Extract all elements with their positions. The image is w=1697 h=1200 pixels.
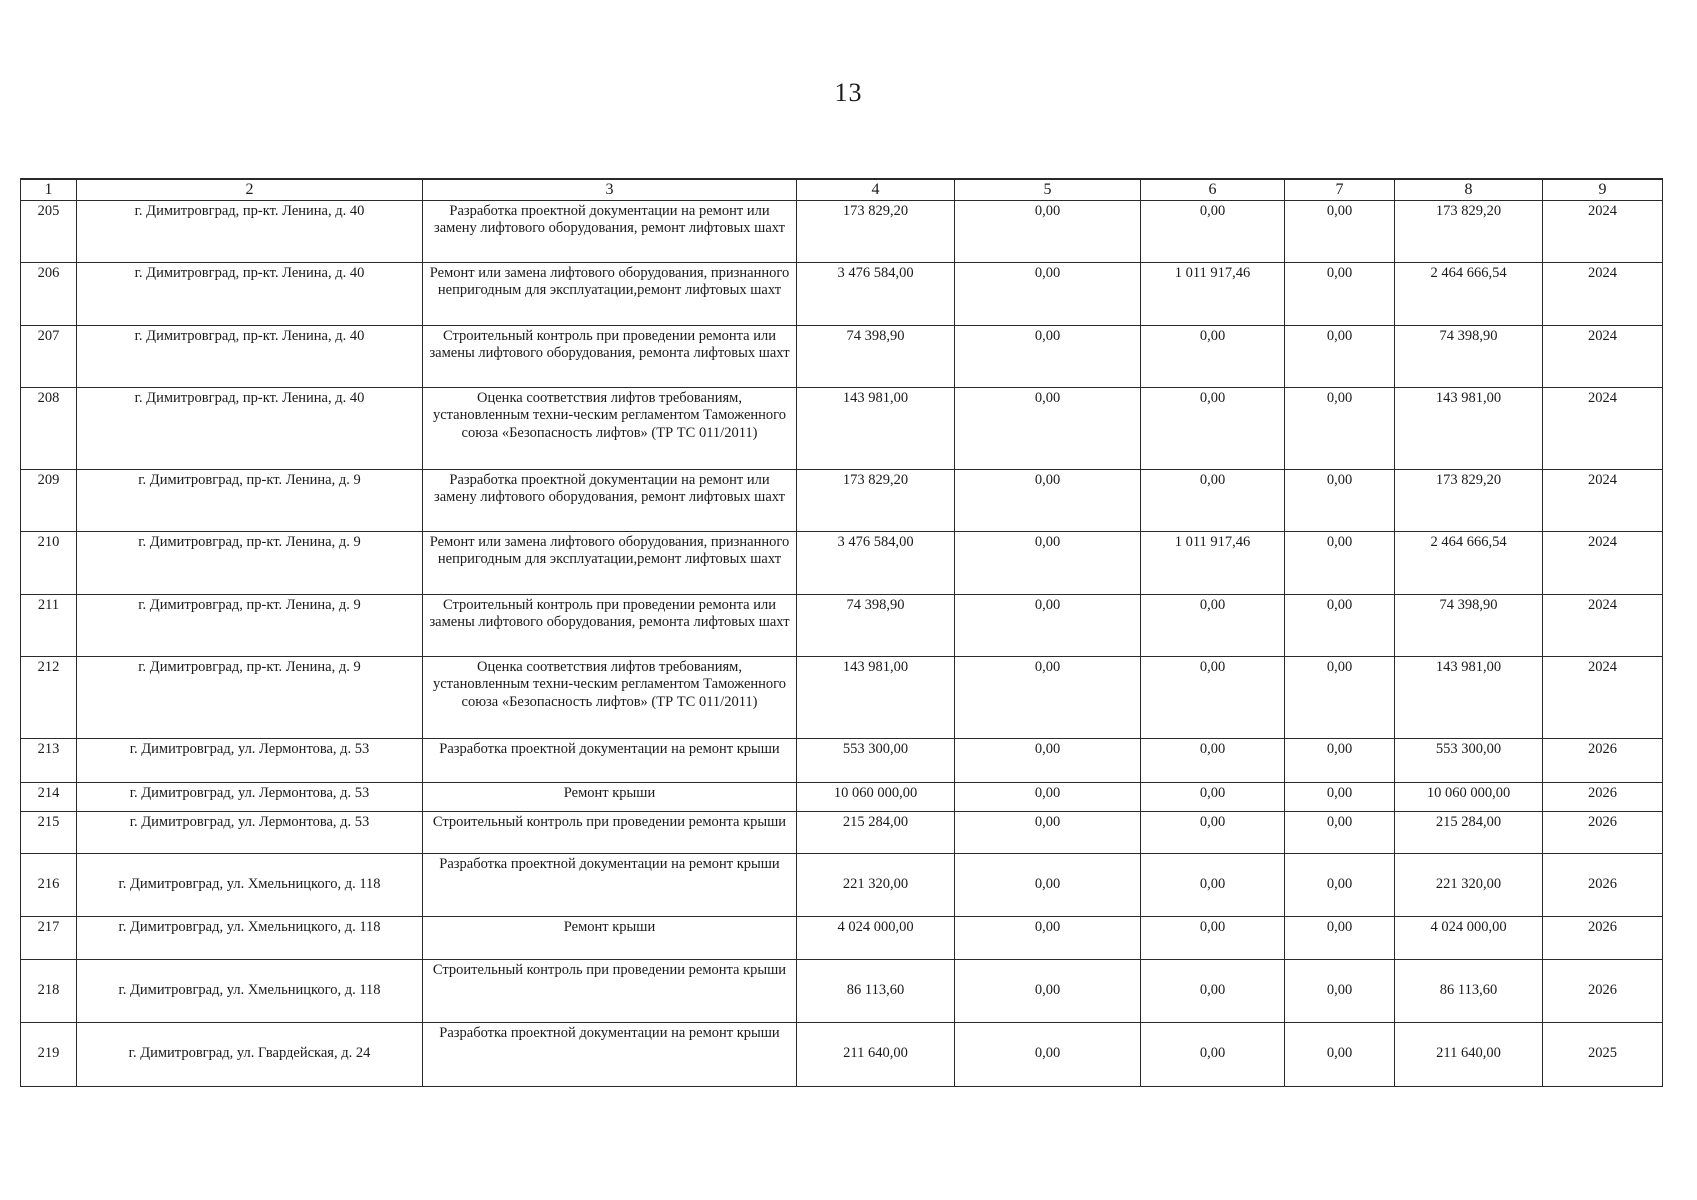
- value-col6: 0,00: [1141, 326, 1285, 388]
- work-type-cell: Разработка проектной документации на ремонт крыши: [423, 1023, 797, 1087]
- value-col4: 143 981,00: [797, 657, 955, 739]
- row-number: 218: [21, 960, 77, 1023]
- value-col4: 10 060 000,00: [797, 783, 955, 812]
- value-col8: 173 829,20: [1395, 470, 1543, 532]
- value-col4: 74 398,90: [797, 595, 955, 657]
- column-number: 1: [21, 179, 77, 201]
- value-col6: 0,00: [1141, 960, 1285, 1023]
- row-number: 213: [21, 739, 77, 783]
- address-cell: г. Димитровград, ул. Лермонтова, д. 53: [77, 739, 423, 783]
- address-cell: г. Димитровград, пр-кт. Ленина, д. 9: [77, 657, 423, 739]
- work-type-cell: Ремонт или замена лифтового оборудования, признанного непригодным для эксплуатации,ремонт лифтовых шахт: [423, 263, 797, 326]
- value-col4: 553 300,00: [797, 739, 955, 783]
- value-col5: 0,00: [955, 854, 1141, 917]
- row-number: 208: [21, 388, 77, 470]
- row-number: 210: [21, 532, 77, 595]
- row-number: 215: [21, 812, 77, 854]
- value-col5: 0,00: [955, 388, 1141, 470]
- value-col8: 2 464 666,54: [1395, 532, 1543, 595]
- value-col7: 0,00: [1285, 532, 1395, 595]
- value-col5: 0,00: [955, 470, 1141, 532]
- table-row: [21, 657, 1663, 739]
- value-col6: 0,00: [1141, 470, 1285, 532]
- value-col7: 0,00: [1285, 263, 1395, 326]
- value-col7: 0,00: [1285, 854, 1395, 917]
- page-number: 13: [834, 78, 863, 107]
- address-cell: г. Димитровград, пр-кт. Ленина, д. 40: [77, 326, 423, 388]
- address-cell: г. Димитровград, пр-кт. Ленина, д. 40: [77, 263, 423, 326]
- address-cell: г. Димитровград, пр-кт. Ленина, д. 9: [77, 470, 423, 532]
- value-col5: 0,00: [955, 263, 1141, 326]
- table-row: [21, 960, 1663, 1023]
- address-cell: г. Димитровград, ул. Лермонтова, д. 53: [77, 812, 423, 854]
- value-col4: 173 829,20: [797, 470, 955, 532]
- year-cell: 2026: [1543, 739, 1663, 783]
- value-col5: 0,00: [955, 960, 1141, 1023]
- value-col7: 0,00: [1285, 326, 1395, 388]
- column-number: 8: [1395, 179, 1543, 201]
- value-col6: 0,00: [1141, 595, 1285, 657]
- value-col4: 173 829,20: [797, 201, 955, 263]
- work-type-cell: Ремонт крыши: [423, 783, 797, 812]
- value-col8: 211 640,00: [1395, 1023, 1543, 1087]
- value-col4: 221 320,00: [797, 854, 955, 917]
- year-cell: 2024: [1543, 657, 1663, 739]
- address-cell: г. Димитровград, пр-кт. Ленина, д. 40: [77, 201, 423, 263]
- value-col4: 74 398,90: [797, 326, 955, 388]
- value-col8: 86 113,60: [1395, 960, 1543, 1023]
- value-col6: 0,00: [1141, 388, 1285, 470]
- value-col5: 0,00: [955, 532, 1141, 595]
- work-type-cell: Оценка соответствия лифтов требованиям, установленным техни-ческим регламентом Таможенного союза «Безопасность лифтов» (ТР ТС 011/2011): [423, 388, 797, 470]
- value-col7: 0,00: [1285, 960, 1395, 1023]
- value-col7: 0,00: [1285, 739, 1395, 783]
- value-col8: 74 398,90: [1395, 326, 1543, 388]
- row-number: 219: [21, 1023, 77, 1087]
- table-row: [21, 854, 1663, 917]
- value-col8: 553 300,00: [1395, 739, 1543, 783]
- table-row: [21, 739, 1663, 783]
- value-col5: 0,00: [955, 739, 1141, 783]
- value-col6: 0,00: [1141, 783, 1285, 812]
- value-col8: 143 981,00: [1395, 657, 1543, 739]
- value-col6: 0,00: [1141, 854, 1285, 917]
- year-cell: 2026: [1543, 812, 1663, 854]
- column-number: 4: [797, 179, 955, 201]
- value-col4: 211 640,00: [797, 1023, 955, 1087]
- year-cell: 2025: [1543, 1023, 1663, 1087]
- value-col4: 86 113,60: [797, 960, 955, 1023]
- year-cell: 2024: [1543, 595, 1663, 657]
- value-col5: 0,00: [955, 1023, 1141, 1087]
- work-type-cell: Разработка проектной документации на ремонт крыши: [423, 739, 797, 783]
- row-number: 205: [21, 201, 77, 263]
- year-cell: 2024: [1543, 201, 1663, 263]
- work-type-cell: Разработка проектной документации на ремонт или замену лифтового оборудования, ремонт лифтовых шахт: [423, 470, 797, 532]
- value-col8: 173 829,20: [1395, 201, 1543, 263]
- value-col6: 0,00: [1141, 201, 1285, 263]
- value-col6: 0,00: [1141, 1023, 1285, 1087]
- address-cell: г. Димитровград, ул. Хмельницкого, д. 118: [77, 854, 423, 917]
- table-row: [21, 917, 1663, 960]
- value-col7: 0,00: [1285, 470, 1395, 532]
- address-cell: г. Димитровград, пр-кт. Ленина, д. 40: [77, 388, 423, 470]
- value-col4: 3 476 584,00: [797, 263, 955, 326]
- value-col8: 4 024 000,00: [1395, 917, 1543, 960]
- value-col7: 0,00: [1285, 1023, 1395, 1087]
- value-col7: 0,00: [1285, 388, 1395, 470]
- value-col6: 0,00: [1141, 739, 1285, 783]
- table-row: [21, 470, 1663, 532]
- year-cell: 2024: [1543, 388, 1663, 470]
- value-col7: 0,00: [1285, 917, 1395, 960]
- column-number: 6: [1141, 179, 1285, 201]
- table-row: [21, 812, 1663, 854]
- table-row: [21, 783, 1663, 812]
- year-cell: 2026: [1543, 854, 1663, 917]
- year-cell: 2026: [1543, 960, 1663, 1023]
- row-number: 217: [21, 917, 77, 960]
- row-number: 212: [21, 657, 77, 739]
- work-type-cell: Разработка проектной документации на ремонт крыши: [423, 854, 797, 917]
- table-row: [21, 263, 1663, 326]
- value-col8: 221 320,00: [1395, 854, 1543, 917]
- value-col6: 1 011 917,46: [1141, 532, 1285, 595]
- column-number: 5: [955, 179, 1141, 201]
- address-cell: г. Димитровград, пр-кт. Ленина, д. 9: [77, 595, 423, 657]
- value-col5: 0,00: [955, 657, 1141, 739]
- year-cell: 2024: [1543, 326, 1663, 388]
- value-col8: 10 060 000,00: [1395, 783, 1543, 812]
- value-col6: 0,00: [1141, 812, 1285, 854]
- address-cell: г. Димитровград, ул. Хмельницкого, д. 118: [77, 960, 423, 1023]
- column-number-row: [21, 179, 1663, 201]
- work-type-cell: Строительный контроль при проведении ремонта крыши: [423, 960, 797, 1023]
- address-cell: г. Димитровград, ул. Лермонтова, д. 53: [77, 783, 423, 812]
- value-col7: 0,00: [1285, 595, 1395, 657]
- table-row: [21, 326, 1663, 388]
- value-col8: 74 398,90: [1395, 595, 1543, 657]
- work-type-cell: Строительный контроль при проведении ремонта крыши: [423, 812, 797, 854]
- column-number: 9: [1543, 179, 1663, 201]
- work-type-cell: Ремонт крыши: [423, 917, 797, 960]
- value-col7: 0,00: [1285, 657, 1395, 739]
- value-col5: 0,00: [955, 201, 1141, 263]
- row-number: 206: [21, 263, 77, 326]
- value-col8: 2 464 666,54: [1395, 263, 1543, 326]
- value-col7: 0,00: [1285, 783, 1395, 812]
- year-cell: 2024: [1543, 263, 1663, 326]
- table-row: [21, 595, 1663, 657]
- value-col8: 143 981,00: [1395, 388, 1543, 470]
- value-col4: 3 476 584,00: [797, 532, 955, 595]
- value-col8: 215 284,00: [1395, 812, 1543, 854]
- value-col5: 0,00: [955, 595, 1141, 657]
- value-col5: 0,00: [955, 812, 1141, 854]
- row-number: 207: [21, 326, 77, 388]
- value-col6: 0,00: [1141, 657, 1285, 739]
- value-col4: 4 024 000,00: [797, 917, 955, 960]
- row-number: 209: [21, 470, 77, 532]
- value-col6: 1 011 917,46: [1141, 263, 1285, 326]
- year-cell: 2024: [1543, 470, 1663, 532]
- row-number: 214: [21, 783, 77, 812]
- value-col5: 0,00: [955, 917, 1141, 960]
- year-cell: 2024: [1543, 532, 1663, 595]
- table-row: [21, 201, 1663, 263]
- table-row: [21, 532, 1663, 595]
- value-col6: 0,00: [1141, 917, 1285, 960]
- value-col7: 0,00: [1285, 812, 1395, 854]
- program-table: [20, 178, 1663, 1087]
- column-number: 7: [1285, 179, 1395, 201]
- address-cell: г. Димитровград, ул. Гвардейская, д. 24: [77, 1023, 423, 1087]
- column-number: 3: [423, 179, 797, 201]
- table-row: [21, 1023, 1663, 1087]
- work-type-cell: Оценка соответствия лифтов требованиям, установленным техни-ческим регламентом Таможенного союза «Безопасность лифтов» (ТР ТС 011/2011): [423, 657, 797, 739]
- column-number: 2: [77, 179, 423, 201]
- address-cell: г. Димитровград, пр-кт. Ленина, д. 9: [77, 532, 423, 595]
- value-col5: 0,00: [955, 326, 1141, 388]
- work-type-cell: Разработка проектной документации на ремонт или замену лифтового оборудования, ремонт лифтовых шахт: [423, 201, 797, 263]
- value-col4: 143 981,00: [797, 388, 955, 470]
- value-col7: 0,00: [1285, 201, 1395, 263]
- year-cell: 2026: [1543, 783, 1663, 812]
- row-number: 216: [21, 854, 77, 917]
- year-cell: 2026: [1543, 917, 1663, 960]
- table-row: [21, 388, 1663, 470]
- work-type-cell: Строительный контроль при проведении ремонта или замены лифтового оборудования, ремонта лифтовых шахт: [423, 595, 797, 657]
- work-type-cell: Ремонт или замена лифтового оборудования, признанного непригодным для эксплуатации,ремонт лифтовых шахт: [423, 532, 797, 595]
- row-number: 211: [21, 595, 77, 657]
- work-type-cell: Строительный контроль при проведении ремонта или замены лифтового оборудования, ремонта лифтовых шахт: [423, 326, 797, 388]
- value-col5: 0,00: [955, 783, 1141, 812]
- value-col4: 215 284,00: [797, 812, 955, 854]
- address-cell: г. Димитровград, ул. Хмельницкого, д. 118: [77, 917, 423, 960]
